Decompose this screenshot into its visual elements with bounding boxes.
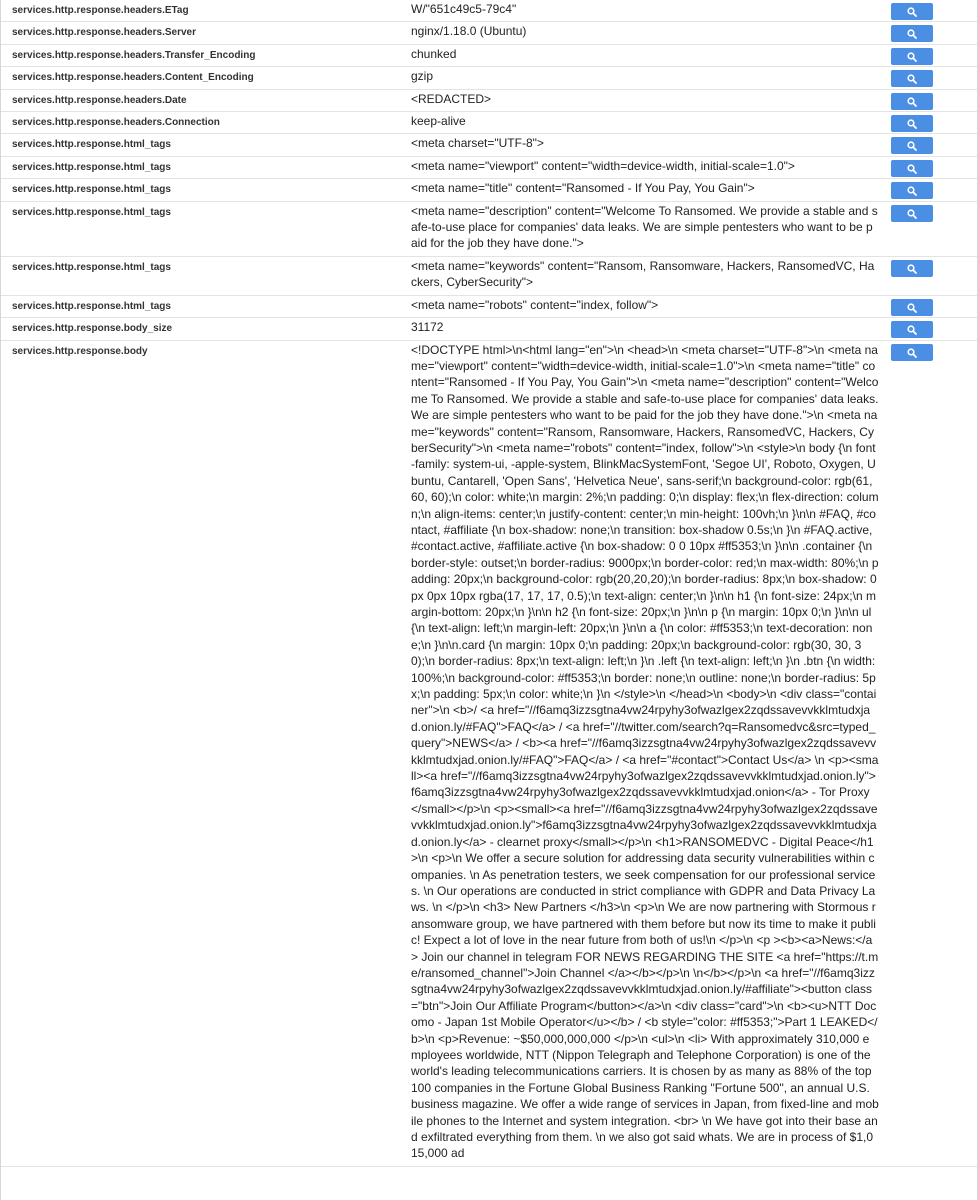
field-row — [1, 318, 978, 340]
field-value: <meta name="title" content="Ransomed - If You Pay, You Gain"> — [401, 179, 879, 201]
field-row — [1, 179, 978, 201]
search-icon — [907, 7, 917, 17]
field-action-cell — [879, 179, 978, 201]
field-value: <meta name="description" content="Welcome To Ransomed. We provide a stable and safe-to-use place for companies' data leaks. We are simple pentesters who want to be paid for the job they have done."> — [401, 201, 879, 256]
field-value: nginx/1.18.0 (Ubuntu) — [401, 22, 879, 44]
field-action-cell — [879, 0, 978, 22]
field-value: keep-alive — [401, 112, 879, 134]
field-value: <meta name="viewport" content="width=device-width, initial-scale=1.0"> — [401, 156, 879, 178]
field-value: <meta charset="UTF-8"> — [401, 134, 879, 156]
field-key: services.http.response.body — [1, 340, 401, 1166]
field-value: chunked — [401, 44, 879, 66]
field-value: W/"651c49c5-79c4" — [401, 0, 879, 22]
field-action-cell — [879, 89, 978, 111]
field-action-cell — [879, 295, 978, 317]
field-action-cell — [879, 156, 978, 178]
field-action-cell — [879, 112, 978, 134]
field-key: services.http.response.html_tags — [1, 156, 401, 178]
search-icon — [907, 97, 917, 107]
search-icon — [907, 209, 917, 219]
field-key: services.http.response.html_tags — [1, 201, 401, 256]
search-icon — [907, 119, 917, 129]
field-key: services.http.response.html_tags — [1, 256, 401, 295]
fields-table — [1, 0, 978, 1167]
search-field-button[interactable] — [891, 205, 933, 222]
field-action-cell — [879, 201, 978, 256]
field-key: services.http.response.headers.Server — [1, 22, 401, 44]
search-icon — [907, 348, 917, 358]
field-row — [1, 44, 978, 66]
field-value: <meta name="robots" content="index, follow"> — [401, 295, 879, 317]
field-key: services.http.response.headers.Content_Encoding — [1, 67, 401, 89]
field-value: <!DOCTYPE html>\n<html lang="en">\n <head>\n <meta charset="UTF-8">\n <meta name="viewport" content="width=device-width, initial-scale=1.0">\n <meta name="title" content="Ransomed - If You Pay, You Gain">\n <meta name="description" content="Welcome To Ransomed. We provide a stable and safe-to-use place for companies' data leaks. We are simple pentesters who want to be paid for the job they have done.">\n <meta name="keywords" content="Ransom, Ransomware, Hackers, RansomedVC, Hackers, CyberSecurity">\n <meta name="robots" content="index, follow">\n <style>\n body {\n font-family: system-ui, -apple-system, BlinkMacSystemFont, 'Segoe UI', Roboto, Oxygen, Ubuntu, Cantarell, 'Open Sans', 'Helvetica Neue', sans-serif;\n background-color: rgb(61, 60, 60);\n color: white;\n margin: 2%;\n padding: 0;\n display: flex;\n flex-direction: column;\n align-items: center;\n justify-content: center;\n min-height: 100vh;\n }\n\n #FAQ, #contact, #affiliate {\n box-shadow: none;\n transition: box-shadow 0.5s;\n }\n #FAQ.active, #contact.active, #affiliate.active {\n box-shadow: 0 0 10px #ff5353;\n }\n\n .container {\n border-style: outset;\n border-radius: 9000px;\n border-color: red;\n max-width: 80%;\n padding: 20px;\n background-color: rgb(20,20,20);\n border-radius: 8px;\n box-shadow: 0px 0px 10px rgba(17, 17, 17, 0.5);\n text-align: center;\n }\n\n h1 {\n font-size: 24px;\n margin-bottom: 20px;\n }\n\n h2 {\n font-size: 20px;\n }\n\n p {\n margin: 10px 0;\n }\n\n ul {\n text-align: left;\n margin-left: 20px;\n }\n\n a {\n color: #ff5353;\n text-decoration: none;\n }\n\n.card {\n margin: 10px 0;\n padding: 20px;\n background-color: rgb(30, 30, 30);\n border-radius: 8px;\n text-align: left;\n }\n .left {\n text-align: left;\n }\n .btn {\n width: 100%;\n background-color: #ff5353;\n border: none;\n outline: none;\n border-radius: 5px;\n padding: 5px;\n color: white;\n }\n </style>\n </head>\n <body>\n <div class="container">\n <b>/ <a href="//f6amq3izzsgtna4vw24rpyhy3ofwazlgex2zqdssavevvkklmtudxjad.onion.ly/#FAQ">FAQ</a> / <a href="//twitter.com/search?q=Ransomedvc&src=typed_query">NEWS</a> / <b><a href="//f6amq3izzsgtna4vw24rpyhy3ofwazlgex2zqdssavevvkklmtudxjad.onion.ly/#FAQ">FAQ</a> / <a href="#contact">Contact Us</a> \n <p><small><a href="//f6amq3izzsgtna4vw24rpyhy3ofwazlgex2zqdssavevvkklmtudxjad.onion.ly">f6amq3izzsgtna4vw24rpyhy3ofwazlgex2zqdssavevvkklmtudxjad.onion</a> - Tor Proxy</small></p>\n <p><small><a href="//f6amq3izzsgtna4vw24rpyhy3ofwazlgex2zqdssavevvkklmtudxjad.onion.ly">f6amq3izzsgtna4vw24rpyhy3ofwazlgex2zqdssavevvkklmtudxjad.onion.ly</a> - clearnet proxy</small></p>\n <h1>RANSOMEDVC - Digital Peace</h1>\n <p>\n We offer a secure solution for addressing data security vulnerabilities within companies. \n As penetration testers, we seek compensation for our professional services. \n Our operations are conducted in strict compliance with GDPR and Data Privacy Laws. \n </p>\n <h3> New Partners </h3>\n <p>\n We are now partnering with Stormous ransomware group, we have partnered with them before but now its time to make it public! Expect a lot of love in the near future from both of us!\n </p>\n <p ><b><a>News:</a> Join our channel in telegram FOR NEWS REGARDING THE SITE <a href="https://t.me/ransomed_channel">Join Channel </a></b></p>\n \n</b></p>\n <a href="//f6amq3izzsgtna4vw24rpyhy3ofwazlgex2zqdssavevvkklmtudxjad.onion.ly/#affiliate"><button class="btn">Join Our Affiliate Program</button></a>\n <div class="card">\n <b><u>NTT Docomo - Japan 1st Mobile Operator</u></b> / <b style="color: #ff5353;">Part 1 LEAKED</b>\n <p>Revenue: ~$50,000,000,000 </p>\n <ul>\n <li> With approximately 310,000 employees worldwide, NTT (Nippon Telegraph and Telephone Corporation) is one of the world's leading telecommunications carriers. It is chosen by as many as 88% of the top 100 companies in the Fortune Global Business Ranking "Fortune 500", an annual U.S. business magazine. We offer a wide range of services in Japan, from fixed-line and mobile phones to the Internet and system integration. <br> \n We have got into their base and exfiltrated everything from them. \n we also got said whats. We are in process of $1,015,000 ad — [401, 340, 879, 1166]
search-icon — [907, 74, 917, 84]
search-icon — [907, 303, 917, 313]
search-field-button[interactable] — [891, 260, 933, 277]
field-action-cell — [879, 318, 978, 340]
field-key: services.http.response.html_tags — [1, 295, 401, 317]
field-row — [1, 201, 978, 256]
field-value: <REDACTED> — [401, 89, 879, 111]
field-action-cell — [879, 22, 978, 44]
field-action-cell — [879, 340, 978, 1166]
field-key: services.http.response.headers.ETag — [1, 0, 401, 22]
search-field-button[interactable] — [891, 70, 933, 87]
search-field-button[interactable] — [891, 25, 933, 42]
search-icon — [907, 186, 917, 196]
field-row — [1, 256, 978, 295]
field-row — [1, 134, 978, 156]
field-action-cell — [879, 256, 978, 295]
field-row — [1, 340, 978, 1166]
search-icon — [907, 52, 917, 62]
field-key: services.http.response.body_size — [1, 318, 401, 340]
field-row — [1, 156, 978, 178]
field-row — [1, 112, 978, 134]
field-value: 31172 — [401, 318, 879, 340]
search-field-button[interactable] — [891, 93, 933, 110]
field-action-cell — [879, 67, 978, 89]
field-row — [1, 295, 978, 317]
search-field-button[interactable] — [891, 344, 933, 361]
field-key: services.http.response.headers.Date — [1, 89, 401, 111]
field-key: services.http.response.headers.Connection — [1, 112, 401, 134]
field-value: <meta name="keywords" content="Ransom, Ransomware, Hackers, RansomedVC, Hackers, CyberSecurity"> — [401, 256, 879, 295]
search-icon — [907, 325, 917, 335]
field-row — [1, 22, 978, 44]
search-field-button[interactable] — [891, 182, 933, 199]
search-icon — [907, 29, 917, 39]
search-icon — [907, 264, 917, 274]
field-row — [1, 67, 978, 89]
search-icon — [907, 164, 917, 174]
field-action-cell — [879, 134, 978, 156]
search-icon — [907, 141, 917, 151]
field-action-cell — [879, 44, 978, 66]
search-field-button[interactable] — [891, 48, 933, 65]
field-key: services.http.response.html_tags — [1, 179, 401, 201]
search-field-button[interactable] — [891, 160, 933, 177]
search-field-button[interactable] — [891, 115, 933, 132]
field-key: services.http.response.headers.Transfer_Encoding — [1, 44, 401, 66]
field-value: gzip — [401, 67, 879, 89]
search-field-button[interactable] — [891, 137, 933, 154]
search-field-button[interactable] — [891, 299, 933, 316]
field-row — [1, 89, 978, 111]
field-key: services.http.response.html_tags — [1, 134, 401, 156]
search-field-button[interactable] — [891, 3, 933, 20]
search-field-button[interactable] — [891, 321, 933, 338]
field-row — [1, 0, 978, 22]
